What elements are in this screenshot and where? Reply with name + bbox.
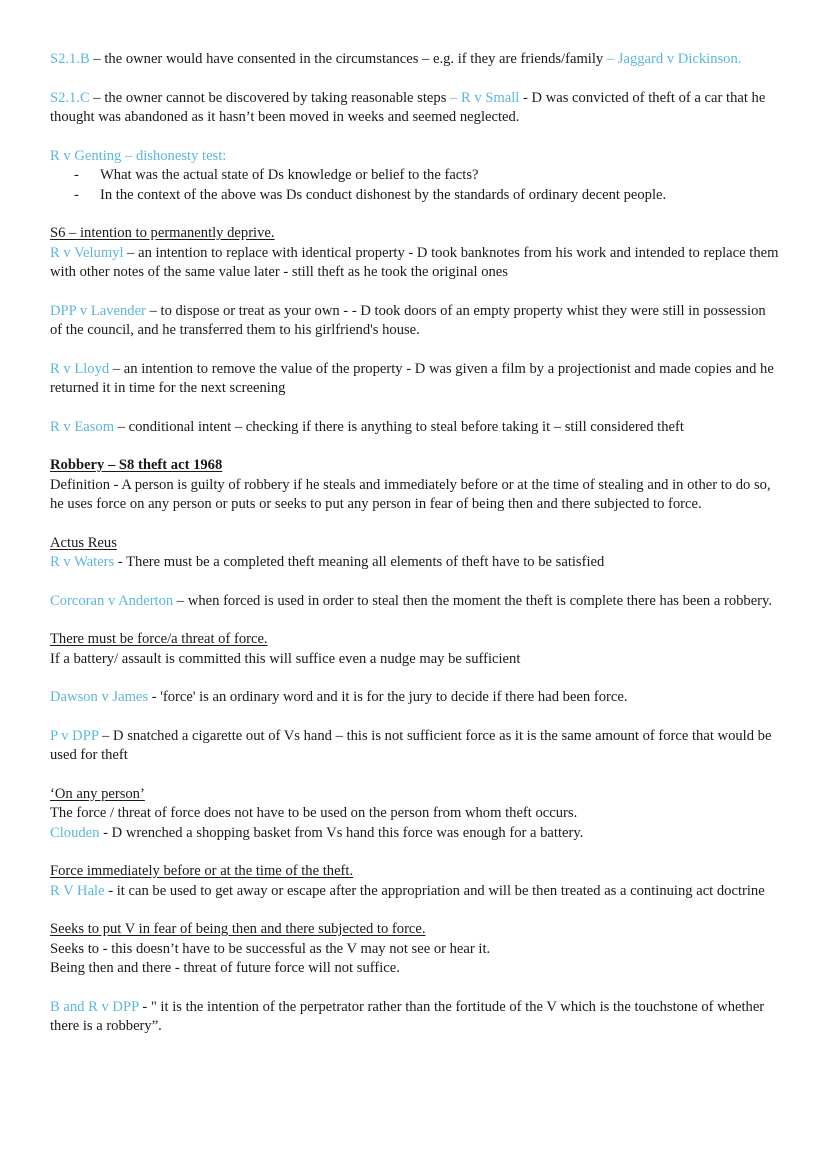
para — [50, 882, 780, 902]
case-name: – Jaggard v Dickinson. — [603, 51, 742, 67]
case-name: R v Easom — [50, 418, 115, 435]
para-s2-1-c — [50, 89, 780, 128]
section-code: S2.1.B — [50, 51, 90, 67]
case-name: Clouden — [50, 824, 100, 841]
para-p-v-dpp — [50, 727, 780, 766]
section-heading: S6 – intention to permanently deprive. — [50, 225, 275, 241]
para-text: – D snatched a cigarette out of Vs hand – this is not sufficient force as it is the same amount of force that would be used for theft — [50, 727, 772, 763]
para-text: - it can be used to get away or escape after the appropriation and will be then treated as a continuing act doctrine — [104, 882, 765, 899]
para-lloyd — [50, 360, 780, 399]
any-person-block — [50, 785, 780, 844]
para-dawson — [50, 688, 780, 708]
para-easom — [50, 418, 780, 438]
section-heading: Seeks to put V in fear of being then and there subjected to force. — [50, 921, 426, 937]
para-text: - " it is the intention of the perpetrator rather than the fortitude of the V which is the touchstone of whether there is a robbery”. — [50, 998, 765, 1034]
case-name: R v Waters — [50, 554, 115, 570]
seeks-block — [50, 920, 780, 979]
case-name: B and R v DPP — [50, 998, 139, 1015]
genting-block — [50, 147, 780, 206]
robbery-block — [50, 456, 780, 515]
actus-reus-block — [50, 534, 780, 573]
list-item: - In the context of the above was Ds conduct dishonest by the standards of ordinary decent people. — [74, 186, 780, 206]
para-text: - There must be a completed theft meaning all elements of theft have to be satisfied — [114, 554, 605, 570]
para-text: – conditional intent – checking if there is anything to steal before taking it – still considered theft — [114, 418, 684, 435]
force-block — [50, 630, 780, 669]
para-text: - 'force' is an ordinary word and it is for the jury to decide if there had been force. — [148, 689, 628, 705]
para-text: Being then and there - threat of future force will not suffice. — [50, 960, 400, 976]
section-heading: Force immediately before or at the time of the theft. — [50, 863, 354, 879]
para — [50, 244, 780, 283]
s6-block — [50, 224, 780, 283]
case-heading: R v Genting – dishonesty test: — [50, 147, 227, 164]
para-text: – the owner would have consented in the circumstances – e.g. if they are friends/family — [89, 51, 604, 67]
case-name: R v Lloyd — [50, 360, 110, 377]
section-heading: Robbery – S8 theft act 1968 — [50, 457, 223, 473]
list-item: - What was the actual state of Ds knowledge or belief to the facts? — [74, 166, 780, 186]
case-name: DPP v Lavender — [50, 302, 146, 319]
para-lavender — [50, 302, 780, 341]
para-b-and-r-v-dpp — [50, 998, 780, 1037]
para-text: - D wrenched a shopping basket from Vs hand this force was enough for a battery. — [99, 824, 584, 841]
case-name: Dawson v James — [50, 689, 149, 705]
case-name: R v Velumyl — [50, 244, 124, 261]
section-heading: ‘On any person’ — [50, 785, 145, 802]
para-text: – when forced is used in order to steal then the moment the theft is complete there has been a robbery. — [173, 592, 773, 609]
section-heading: Actus Reus — [50, 534, 117, 551]
para-s2-1-b — [50, 50, 780, 70]
case-name: Corcoran v Anderton — [50, 592, 174, 609]
section-code: S2.1.C — [50, 89, 90, 106]
para-text: If a battery/ assault is committed this will suffice even a nudge may be sufficient — [50, 650, 521, 667]
para-text: Seeks to - this doesn’t have to be successful as the V may not see or hear it. — [50, 940, 491, 957]
case-name: P v DPP — [50, 727, 99, 744]
document-page — [50, 50, 780, 1037]
para — [50, 553, 780, 573]
case-name: – R v Small — [446, 89, 520, 106]
section-heading: There must be force/a threat of force. — [50, 631, 268, 647]
definition-text: Definition - A person is guilty of robbery if he steals and immediately before or at the time of stealing and in other to do so, he uses force on any person or puts or seeks to put any person in fear of being then and there subjected to force. — [50, 476, 771, 512]
immediately-block — [50, 862, 780, 901]
case-name: R V Hale — [50, 882, 105, 899]
para-text: - D was convicted of theft of a car that he thought was abandoned as it hasn’t been moved in weeks and seemed neglected. — [50, 89, 766, 125]
para-text: – to dispose or treat as your own - - D took doors of an empty property whist they were still in possession of the council, and he transferred them to his girlfriend's house. — [50, 302, 766, 338]
para-text: – an intention to replace with identical property - D took banknotes from his work and intended to replace them with other notes of the same value later - still theft as he took the original ones — [50, 244, 779, 280]
para-text: – the owner cannot be discovered by taking reasonable steps — [89, 89, 447, 106]
para-text: – an intention to remove the value of the property - D was given a film by a projectionist and made copies and he returned it in time for the next screening — [50, 360, 774, 396]
para — [50, 824, 780, 844]
para-corcoran — [50, 592, 780, 612]
dishonesty-test-list — [50, 166, 780, 205]
para-text: The force / threat of force does not have to be used on the person from whom theft occurs. — [50, 805, 578, 821]
